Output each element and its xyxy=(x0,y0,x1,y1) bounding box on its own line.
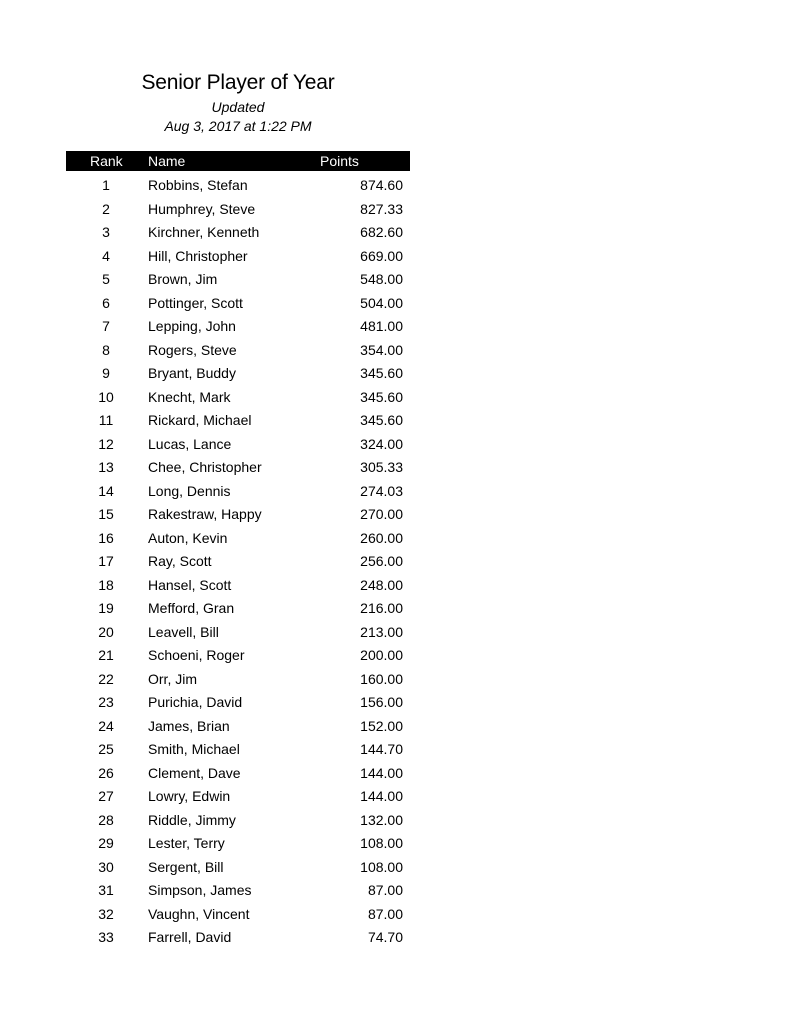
table-row xyxy=(66,832,410,856)
points-cell: 305.33 xyxy=(360,459,403,475)
rank-cell: 2 xyxy=(102,200,110,217)
table-row xyxy=(66,597,410,621)
name-cell: Schoeni, Roger xyxy=(148,647,245,663)
name-cell: Leavell, Bill xyxy=(148,623,219,640)
table-row xyxy=(66,386,410,410)
table-row xyxy=(66,809,410,833)
rank-cell: 1 xyxy=(102,177,110,193)
rank-cell: 17 xyxy=(98,553,114,569)
name-cell: Lester, Terry xyxy=(148,835,225,851)
updated-timestamp: Aug 3, 2017 at 1:22 PM xyxy=(164,118,312,134)
name-cell: Brown, Jim xyxy=(148,271,218,287)
rank-cell: 5 xyxy=(102,271,110,287)
table-row xyxy=(66,480,410,504)
rank-cell: 19 xyxy=(98,600,114,616)
table-row xyxy=(66,715,410,739)
points-cell: 504.00 xyxy=(360,294,403,311)
table-row xyxy=(66,174,410,198)
name-cell: Lucas, Lance xyxy=(148,435,232,452)
points-cell: 548.00 xyxy=(360,271,403,287)
points-cell: 481.00 xyxy=(360,318,403,334)
name-cell: Hill, Christopher xyxy=(148,247,248,264)
rank-cell: 22 xyxy=(98,670,114,687)
name-cell: Long, Dennis xyxy=(148,482,231,499)
table-row xyxy=(66,339,410,363)
rank-cell: 11 xyxy=(98,412,114,428)
name-cell: Ray, Scott xyxy=(148,553,212,569)
rank-cell: 20 xyxy=(98,623,114,640)
points-cell: 324.00 xyxy=(360,435,403,452)
name-cell: Knecht, Mark xyxy=(148,388,231,405)
rank-cell: 9 xyxy=(102,365,110,381)
table-row xyxy=(66,550,410,574)
table-row xyxy=(66,409,410,433)
name-cell: Rickard, Michael xyxy=(148,412,252,428)
name-cell: Purichia, David xyxy=(148,694,243,710)
points-cell: 354.00 xyxy=(360,341,403,358)
rank-cell: 30 xyxy=(98,858,114,875)
table-row xyxy=(66,574,410,598)
table-row xyxy=(66,456,410,480)
rank-cell: 3 xyxy=(102,224,110,240)
points-cell: 274.03 xyxy=(360,482,403,499)
name-cell: Rogers, Steve xyxy=(148,341,237,358)
points-cell: 144.00 xyxy=(360,788,403,804)
rank-cell: 32 xyxy=(98,905,114,922)
table-row xyxy=(66,621,410,645)
table-row xyxy=(66,503,410,527)
table-row xyxy=(66,879,410,903)
name-cell: Humphrey, Steve xyxy=(148,200,256,217)
name-cell: Pottinger, Scott xyxy=(148,294,243,311)
table-row xyxy=(66,245,410,269)
rank-cell: 26 xyxy=(98,764,114,781)
points-cell: 248.00 xyxy=(360,576,403,593)
points-cell: 874.60 xyxy=(360,177,403,193)
name-cell: Auton, Kevin xyxy=(148,529,228,546)
rank-cell: 13 xyxy=(98,459,114,475)
rank-cell: 31 xyxy=(98,882,114,898)
rank-cell: 23 xyxy=(98,694,114,710)
points-cell: 827.33 xyxy=(360,200,403,217)
table-row xyxy=(66,433,410,457)
updated-label: Updated xyxy=(211,99,265,115)
column-header-name: Name xyxy=(148,153,186,169)
name-cell: Orr, Jim xyxy=(148,670,197,687)
table-row xyxy=(66,691,410,715)
table-row xyxy=(66,198,410,222)
name-cell: Mefford, Gran xyxy=(148,600,235,616)
points-cell: 216.00 xyxy=(360,600,403,616)
points-cell: 213.00 xyxy=(360,623,403,640)
table-header-row xyxy=(66,151,410,171)
points-cell: 260.00 xyxy=(360,529,403,546)
standings-table-body xyxy=(66,174,410,950)
report-header xyxy=(66,68,410,136)
points-cell: 256.00 xyxy=(360,553,403,569)
table-row xyxy=(66,785,410,809)
name-cell: Chee, Christopher xyxy=(148,459,262,475)
rank-cell: 14 xyxy=(98,482,114,499)
rank-cell: 18 xyxy=(98,576,114,593)
name-cell: Clement, Dave xyxy=(148,764,241,781)
points-cell: 345.60 xyxy=(360,412,403,428)
points-cell: 345.60 xyxy=(360,388,403,405)
points-cell: 669.00 xyxy=(360,247,403,264)
table-row xyxy=(66,221,410,245)
rank-cell: 6 xyxy=(102,294,110,311)
table-row xyxy=(66,315,410,339)
name-cell: Hansel, Scott xyxy=(148,576,232,593)
name-cell: Riddle, Jimmy xyxy=(148,811,236,828)
name-cell: Bryant, Buddy xyxy=(148,365,236,381)
column-header-points: Points xyxy=(320,153,359,169)
rank-cell: 28 xyxy=(98,811,114,828)
rank-cell: 8 xyxy=(102,341,110,358)
rank-cell: 27 xyxy=(98,788,114,804)
name-cell: Lepping, John xyxy=(148,318,236,334)
table-row xyxy=(66,762,410,786)
points-cell: 144.00 xyxy=(360,764,403,781)
rank-cell: 25 xyxy=(98,741,114,757)
name-cell: Rakestraw, Happy xyxy=(148,506,262,522)
rank-cell: 16 xyxy=(98,529,114,546)
points-cell: 156.00 xyxy=(360,694,403,710)
rank-cell: 7 xyxy=(102,318,110,334)
rank-cell: 24 xyxy=(98,717,114,734)
table-row xyxy=(66,292,410,316)
table-row xyxy=(66,268,410,292)
rank-cell: 12 xyxy=(98,435,114,452)
column-header-rank: Rank xyxy=(90,153,123,169)
points-cell: 87.00 xyxy=(367,882,403,898)
rank-cell: 33 xyxy=(98,929,114,945)
table-row xyxy=(66,527,410,551)
rank-cell: 15 xyxy=(98,506,114,522)
rank-cell: 21 xyxy=(98,647,114,663)
name-cell: Simpson, James xyxy=(148,882,252,898)
points-cell: 108.00 xyxy=(360,858,403,875)
name-cell: Vaughn, Vincent xyxy=(148,905,250,922)
page-title: Senior Player of Year xyxy=(141,71,335,94)
rank-cell: 4 xyxy=(102,247,110,264)
table-row xyxy=(66,926,410,950)
rank-cell: 10 xyxy=(98,388,114,405)
name-cell: Smith, Michael xyxy=(148,741,240,757)
points-cell: 270.00 xyxy=(360,506,403,522)
table-row xyxy=(66,903,410,927)
table-row xyxy=(66,644,410,668)
points-cell: 200.00 xyxy=(360,647,403,663)
name-cell: Robbins, Stefan xyxy=(148,177,248,193)
points-cell: 144.70 xyxy=(360,741,403,757)
points-cell: 345.60 xyxy=(360,365,403,381)
points-cell: 160.00 xyxy=(360,670,403,687)
table-row xyxy=(66,668,410,692)
points-cell: 132.00 xyxy=(360,811,403,828)
table-row xyxy=(66,362,410,386)
points-cell: 682.60 xyxy=(360,224,403,240)
table-row xyxy=(66,738,410,762)
name-cell: Farrell, David xyxy=(148,929,232,945)
name-cell: James, Brian xyxy=(148,717,230,734)
rank-cell: 29 xyxy=(98,835,114,851)
points-cell: 152.00 xyxy=(360,717,403,734)
name-cell: Sergent, Bill xyxy=(148,858,224,875)
name-cell: Kirchner, Kenneth xyxy=(148,224,260,240)
points-cell: 74.70 xyxy=(367,929,403,945)
points-cell: 108.00 xyxy=(360,835,403,851)
table-row xyxy=(66,856,410,880)
name-cell: Lowry, Edwin xyxy=(148,788,231,804)
points-cell: 87.00 xyxy=(367,905,403,922)
